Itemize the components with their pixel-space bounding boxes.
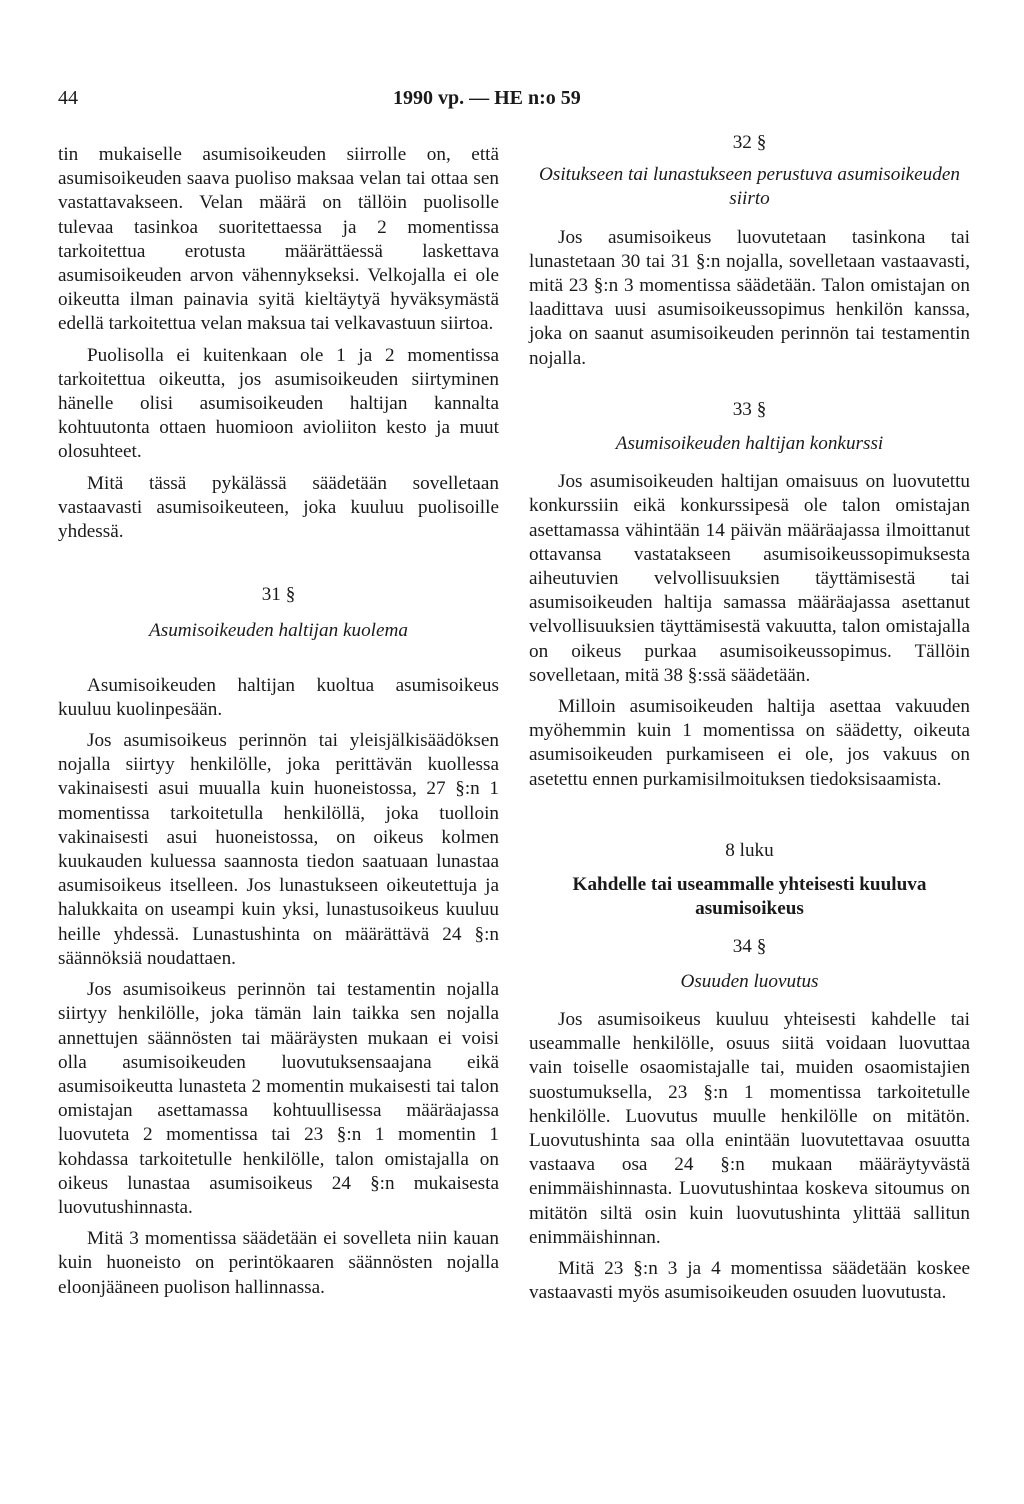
section-title: Ositukseen tai lunastukseen perustuva asumisoikeuden siirto bbox=[539, 164, 960, 210]
paragraph: Jos asumisoikeus perinnön tai testamentin nojalla siirtyy henkilölle, joka tämän lain taikka sen nojalla annettujen säännösten tai määräysten mukaan ei voisi olla asumisoikeuden luovutuksensaajana eikä asumisoikeutta lunasteta 2 momentin mukaisesti tai talon omistajan asettamassa kohtuullisessa määräajassa luovuteta 2 momentissa tai 23 §:n 1 momentin 1 kohdassa tarkoitetulle henkilölle, talon omistajalla on oikeus lunastaa asumisoikeus 24 §:n mukaisesta luovutushinnasta. bbox=[58, 979, 499, 1218]
chapter-title: Kahdelle tai useammalle yhteisesti kuuluva asumisoikeus bbox=[572, 874, 927, 920]
continued-paragraph: tin mukaiselle asumisoikeuden siirrolle on, että asumisoikeuden saava puoliso maksaa velan tai ottaa sen vastattavakseen. Velan määrä on tällöin puolisolle tulevaa tasinkoa suoritettaessa ja 2 momentissa tarkoitettua erotusta määrättäessä laskettava asumisoikeuden arvon vähennykseksi. Velkojalla ei ole oikeutta ilman painavia syitä kieltäytyä hyväksymästä edellä tarkoitettua velan maksua tai velkavastuun siirtoa. bbox=[58, 144, 499, 335]
section-number: 32 § bbox=[732, 132, 767, 153]
paragraph: Milloin asumisoikeuden haltija asettaa vakuuden myöhemmin kuin 1 momentissa on säädetty, oikeuta asumisoikeuden purkamiseen ei ole, jos vakuus on asetettu ennen purkamisilmoituksen tiedoksisaamista. bbox=[529, 696, 970, 790]
paragraph: Jos asumisoikeus perinnön tai yleisjälkisäädöksen nojalla siirtyy henkilölle, joka perittävän kuollessa vakinaisesti asui muualla kuin huoneistossa, 27 §:n 1 momentissa tarkoitetulla henkilöllä, joka tuolloin vakinaisesti asui huoneistossa, on oikeus kolmen kuukauden kuluessa saannosta tiedon saatuaan lunastaa asumisoikeus itselleen. Jos lunastukseen oikeutettuja ja halukkaita on useampi kuin yksi, lunastusoikeus kuuluu heille yhdessä. Lunastushinta on määrättävä 24 §:n säännöksiä noudattaen. bbox=[58, 730, 499, 969]
chapter-number: 8 luku bbox=[725, 839, 774, 861]
paragraph: Mitä 3 momentissa säädetään ei sovelleta niin kauan kuin huoneisto on perintökaaren säännösten nojalla eloonjääneen puolison hallinnassa. bbox=[58, 1228, 499, 1298]
paragraph: Jos asumisoikeuden haltijan omaisuus on luovutettu konkurssiin eikä konkurssipesä ole talon omistajan asettamassa vähintään 14 päivän määräajassa ilmoittanut ottavansa vastatakseen asumisoikeussopimuksesta aiheutuvien velvollisuuksien täyttämisestä tai asumisoikeuden haltija samassa määräajassa asettanut velvollisuuksien täyttämisestä vakuutta, talon omistajalla on oikeus purkaa asumisoikeussopimus. Tällöin sovelletaan, mitä 38 §:ssä säädetään. bbox=[529, 471, 970, 686]
left-column bbox=[58, 143, 499, 1307]
section-number: 33 § bbox=[732, 398, 767, 420]
section-number: 34 § bbox=[732, 936, 767, 958]
section-title: Asumisoikeuden haltijan kuolema bbox=[149, 620, 408, 642]
section-number: 31 § bbox=[261, 584, 296, 606]
paragraph: Mitä 23 §:n 3 ja 4 momentissa säädetään koskee vastaavasti myös asumisoikeuden osuuden luovutusta. bbox=[529, 1257, 970, 1304]
paragraph: Puolisolla ei kuitenkaan ole 1 ja 2 momentissa tarkoitettua oikeutta, jos asumisoikeuden siirtyminen hänelle olisi asumisoikeuden haltijan kannalta kohtuutonta ottaen huomioon avioliiton kesto ja muut olosuhteet. bbox=[58, 344, 499, 463]
running-header: 1990 vp. — HE n:o 59 bbox=[393, 87, 581, 109]
section-title: Osuuden luovutus bbox=[680, 970, 819, 992]
paragraph: Asumisoikeuden haltijan kuoltua asumisoikeus kuuluu kuolinpesään. bbox=[58, 674, 499, 720]
paragraph: Mitä tässä pykälässä säädetään sovelletaan vastaavasti asumisoikeuteen, joka kuuluu puolisoille yhdessä. bbox=[58, 472, 499, 543]
section-title: Asumisoikeuden haltijan konkurssi bbox=[615, 433, 884, 455]
paragraph: Jos asumisoikeus luovutetaan tasinkona tai lunastetaan 30 tai 31 §:n nojalla, sovelletaan vastaavasti, mitä 23 §:n 3 momentissa säädetään. Talon omistajan on laadittava uusi asumisoikeussopimus henkilön kanssa, joka on saanut asumisoikeuden perinnön tai testamentin nojalla. bbox=[529, 226, 970, 369]
page-number: 44 bbox=[58, 87, 78, 109]
paragraph: Jos asumisoikeus kuuluu yhteisesti kahdelle tai useammalle henkilölle, osuus siitä voidaan luovuttaa vain toiselle osaomistajalle tai, muiden osaomistajien suostumuksella, 23 §:n 1 momentissa tarkoitetulle henkilölle. Luovutus muulle henkilölle on mitätön. Luovutushinta saa olla enintään luovutettavaa osuutta vastaava osa 24 §:n mukaan määräytyvästä enimmäishinnasta. Luovutushintaa koskeva sitoumus on mitätön siltä osin kuin luovutushinta ylittää sallitun enimmäishinnan. bbox=[529, 1008, 970, 1248]
right-column bbox=[529, 131, 970, 1312]
